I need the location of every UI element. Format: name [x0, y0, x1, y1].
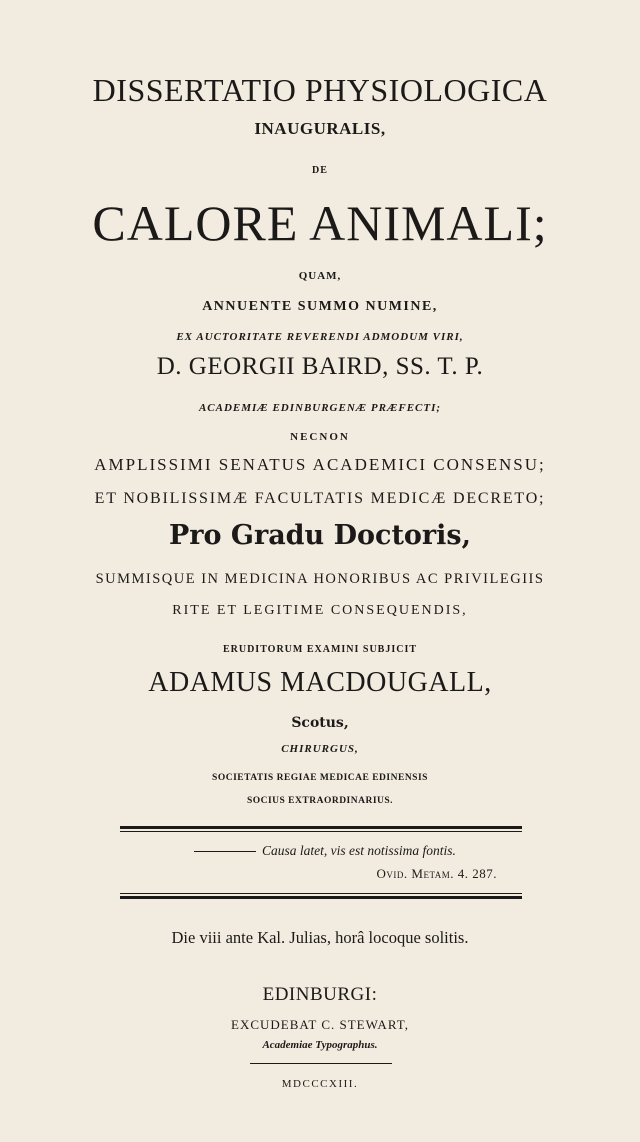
epigraph-source: Ovid. Metam. 4. 287.	[376, 866, 497, 881]
dissertation-topic: CALORE ANIMALI;	[92, 195, 548, 251]
rite-line: RITE ET LEGITIME CONSEQUENDIS,	[172, 603, 468, 618]
senatus-line: AMPLISSIMI SENATUS ACADEMICI CONSENSU;	[94, 455, 546, 474]
de-word: DE	[312, 165, 328, 176]
rector-name: D. GEORGII BAIRD, SS. T. P.	[156, 353, 484, 380]
lower-rule-thin	[120, 893, 522, 894]
author-name: ADAMUS MACDOUGALL,	[148, 667, 492, 698]
auctoritate-line: EX AUCTORITATE REVERENDI ADMODUM VIRI,	[176, 331, 464, 343]
lower-rule-thick	[120, 896, 522, 899]
date-line: Die viii ante Kal. Julias, horâ locoque solitis.	[171, 928, 469, 947]
upper-rule-thin	[120, 831, 522, 832]
facultatis-line: ET NOBILISSIMÆ FACULTATIS MEDICÆ DECRETO;	[94, 490, 546, 507]
summisque-line: SUMMISQUE IN MEDICINA HONORIBUS AC PRIVILEGIIS	[95, 571, 545, 587]
upper-rule-thick	[120, 826, 522, 829]
epigraph-quote: Causa latet, vis est notissima fontis.	[262, 843, 456, 858]
imprint-city: EDINBURGI:	[262, 984, 378, 1005]
imprint-printer: EXCUDEBAT C. STEWART,	[231, 1017, 409, 1032]
necnon-word: NECNON	[290, 431, 350, 443]
imprint-printer-title: Academiae Typographus.	[262, 1039, 378, 1051]
pro-gradu-line: Pro Gradu Doctoris,	[168, 520, 472, 551]
scotus-word: Scotus,	[291, 715, 349, 731]
annuente-line: ANNUENTE SUMMO NUMINE,	[202, 299, 438, 314]
eruditorum-line: ERUDITORUM EXAMINI SUBJICIT	[222, 644, 418, 655]
socius-line: SOCIUS EXTRAORDINARIUS.	[246, 796, 394, 806]
imprint-rule	[250, 1063, 392, 1064]
academiae-line: ACADEMIÆ EDINBURGENÆ PRÆFECTI;	[198, 402, 442, 414]
societatis-line: SOCIETATIS REGIAE MEDICAE EDINENSIS	[212, 773, 428, 783]
chirurgus-word: CHIRURGUS,	[281, 743, 359, 755]
dissertation-subtitle: INAUGURALIS,	[254, 119, 386, 138]
quam-word: QUAM,	[298, 270, 342, 282]
imprint-year: MDCCCXIII.	[281, 1078, 359, 1090]
dissertation-title: DISSERTATIO PHYSIOLOGICA	[92, 72, 548, 108]
epigraph-dash	[194, 851, 256, 852]
